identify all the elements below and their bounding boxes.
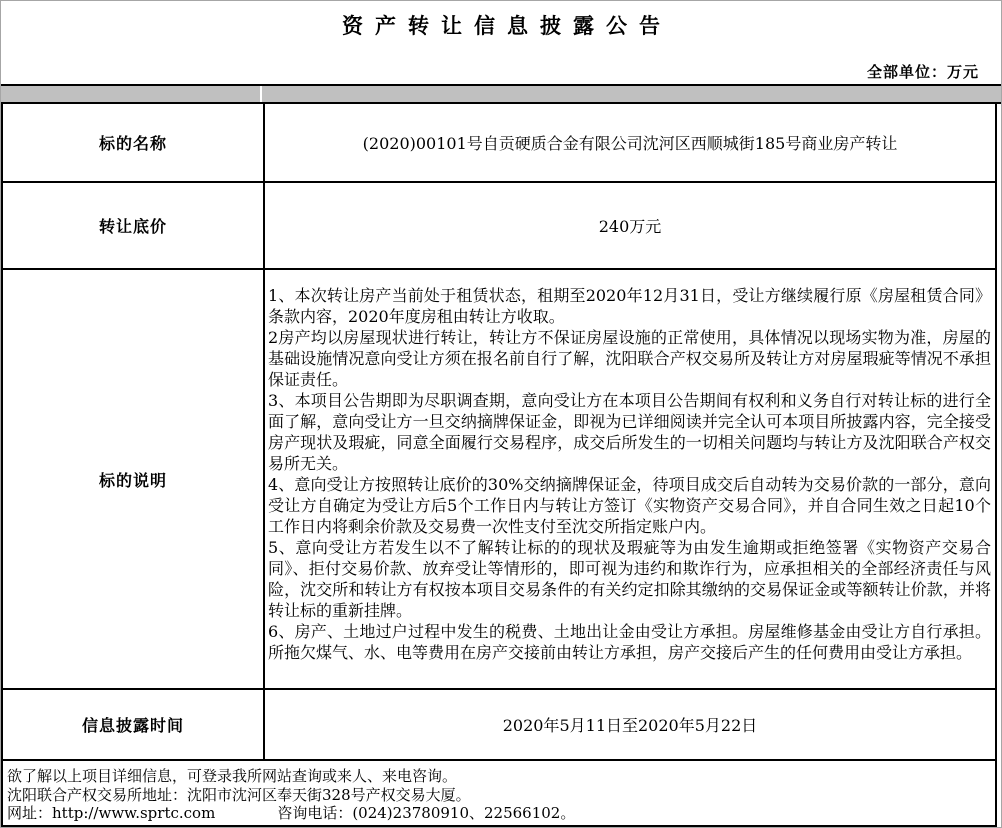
footer-info-line: 欲了解以上项目详细信息，可登录我所网站查询或来人、来电咨询。 [7,767,458,785]
subject-description-value [265,270,995,688]
table-row-subject-description [3,270,995,690]
disclosure-table [1,104,997,761]
description-paragraph-5: 5、意向受让方若发生以不了解转让标的的现状及瑕疵等为由发生逾期或拒绝签署《实物资产交易合同》、拒付交易价款、放弃受让等情形的，即可视为违约和欺诈行为，应承担相关的全部经济责任与风险，沈交所和转让方有权按本项目交易条件的有关约定扣除其缴纳的交易保证金或等额转让价款，并将转让标的重新挂牌。 [268,538,991,620]
footer-website: 网址：http://www.sprtc.com [7,804,216,822]
document-footer [1,761,997,827]
table-row-disclosure-period [3,690,995,761]
footer-phone: 咨询电话：(024)23780910、22566102。 [277,804,576,822]
disclosure-period-value: 2020年5月11日至2020年5月22日 [502,716,758,735]
base-price-label: 转让底价 [3,183,265,268]
table-row-base-price [3,183,995,270]
subject-name-label: 标的名称 [3,104,265,181]
description-paragraph-2: 2房产均以房屋现状进行转让，转让方不保证房屋设施的正常使用，具体情况以现场实物为准，房屋的基础设施情况意向受让方须在报名前自行了解，沈阳联合产权交易所及转让方对房屋瑕疵等情况不承担保证责任。 [268,328,991,389]
base-price-value: 240万元 [598,217,662,236]
subject-description-label: 标的说明 [3,270,265,688]
description-paragraph-3: 3、本项目公告期即为尽职调查期，意向受让方在本项目公告期间有权利和义务自行对转让标的进行全面了解，意向受让方一旦交纳摘牌保证金，即视为已详细阅读并完全认可本项目所披露内容，完全接受房产现状及瑕疵，同意全面履行交易程序，成交后所发生的一切相关问题均与转让方及沈阳联合产权交易所无关。 [268,391,991,473]
table-row-subject-name [3,104,995,183]
footer-contact-line [7,804,995,823]
description-paragraph-1: 1、本次转让房产当前处于租赁状态，租期至2020年12月31日，受让方继续履行原《房屋租赁合同》条款内容，2020年度房租由转让方收取。 [268,286,991,326]
subject-name-value: (2020)00101号自贡硬质合金有限公司沈河区西顺城街185号商业房产转让 [362,134,898,153]
disclosure-period-label: 信息披露时间 [3,690,265,759]
footer-address-line: 沈阳联合产权交易所地址：沈阳市沈河区奉天街328号产权交易大厦。 [7,785,471,804]
unit-note: 全部单位：万元 [866,63,979,81]
page-title: 资产转让信息披露公告 [342,13,672,38]
header-bar-divider [260,86,262,102]
table-header-bar [1,84,1001,104]
description-paragraph-4: 4、意向受让方按照转让底价的30%交纳摘牌保证金，待项目成交后自动转为交易价款的一部分，意向受让方自确定为受让方后5个工作日内与转让方签订《实物资产交易合同》，并自合同生效之日起10个工作日内将剩余价款及交易费一次性支付至沈交所指定账户内。 [268,475,991,536]
document-header [1,1,1001,84]
description-paragraph-6: 6、房产、土地过户过程中发生的税费、土地出让金由受让方承担。房屋维修基金由受让方自行承担。所拖欠煤气、水、电等费用在房产交接前由转让方承担，房产交接后产生的任何费用由受让方承担。 [268,622,991,662]
